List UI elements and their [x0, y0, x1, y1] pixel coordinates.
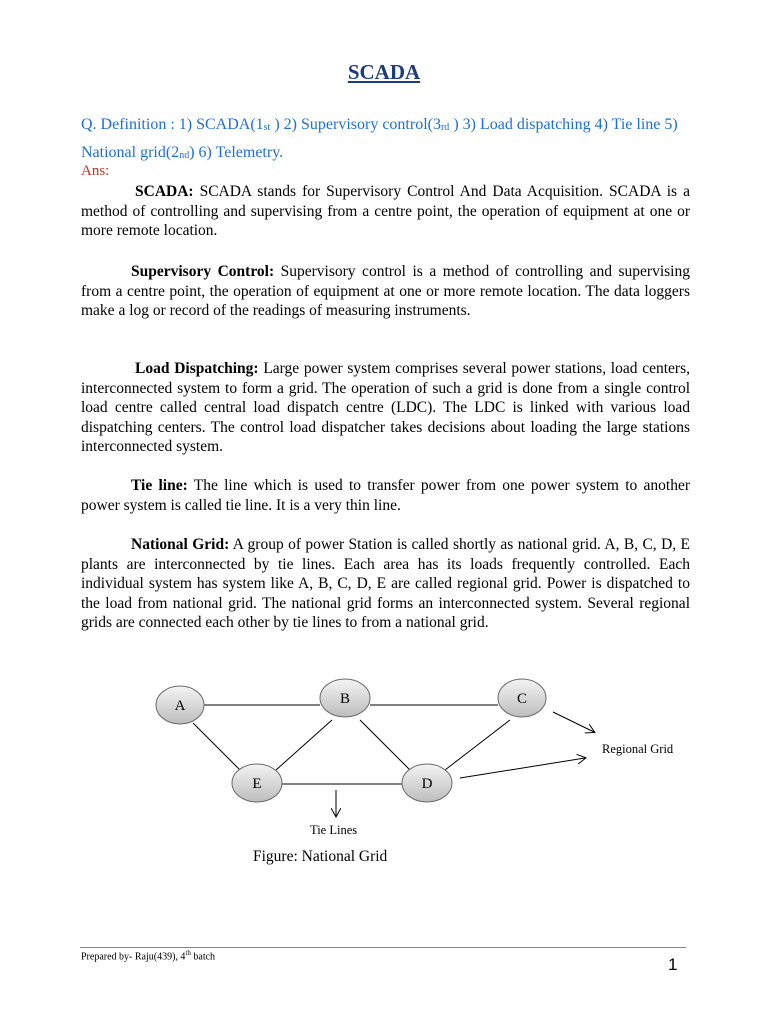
- arrow-c-regional: [553, 712, 594, 732]
- node-d-label: D: [421, 776, 433, 792]
- question-part-3: ) 3) Load dispatching 4) Tie line 5) National grid(2: [81, 116, 678, 161]
- question-part-2: ) 2) Supervisory control(3: [270, 116, 441, 133]
- question-part-1: Q. Definition : 1) SCADA(1: [81, 116, 264, 133]
- paragraph-supervisory-control: [81, 262, 690, 321]
- node-a-label: A: [174, 698, 186, 714]
- question-text: [81, 112, 696, 168]
- answer-label: Ans:: [81, 163, 110, 179]
- term-scada: SCADA:: [135, 183, 194, 200]
- node-b: [320, 679, 370, 717]
- question-sub-3: nd: [179, 150, 190, 161]
- footer-prefix: Prepared by- Raju(439), 4: [81, 951, 186, 963]
- node-a: [156, 686, 204, 724]
- text-supervisory-control: Supervisory control is a method of controlling and supervising from a centre point, the operation of equipment at one or more remote location. The data loggers make a log or record of the readings of measuring instruments.: [81, 263, 690, 319]
- node-c: [498, 679, 546, 717]
- footer-text: [81, 949, 215, 962]
- question-sub-1: st: [263, 122, 271, 133]
- text-scada: SCADA stands for Supervisory Control And Data Acquisition. SCADA is a method of controlling and supervising from a centre point, the operation of equipment at one or more remote location.: [81, 183, 690, 239]
- term-load-dispatching: Load Dispatching:: [135, 360, 259, 377]
- national-grid-diagram: [0, 660, 768, 850]
- footer-divider: [80, 947, 686, 948]
- node-c-label: C: [516, 691, 528, 707]
- footer-sup: th: [185, 949, 191, 957]
- tie-line-c-d: [445, 720, 510, 770]
- footer-suffix: batch: [190, 951, 216, 963]
- node-d: [402, 764, 452, 802]
- paragraph-national-grid: [81, 535, 690, 633]
- text-national-grid: A group of power Station is called shortly as national grid. A, B, C, D, E plants are interconnected by tie lines. Each area has its loads frequently controlled. Each individual system has system like A, B, C, D, E are called regional grid. Power is dispatched to the load from national grid. The national grid forms an interconnected system. Several regional grids are connected each other by tie lines to from a national grid.: [81, 536, 690, 631]
- page-number: 1: [668, 955, 678, 974]
- figure-caption: Figure: National Grid: [253, 848, 388, 865]
- page-title: SCADA: [347, 60, 421, 84]
- question-part-4: ) 6) Telemetry.: [189, 144, 284, 161]
- tie-line-b-d: [360, 720, 410, 770]
- node-e: [232, 764, 282, 802]
- node-b-label: B: [339, 691, 351, 707]
- paragraph-load-dispatching: [81, 359, 690, 457]
- arrow-d-regional: [460, 758, 585, 778]
- tie-lines-label: Tie Lines: [310, 823, 358, 837]
- term-tie-line: Tie line:: [131, 477, 188, 494]
- term-national-grid: National Grid:: [131, 536, 230, 553]
- regional-grid-label: Regional Grid: [602, 742, 674, 756]
- text-tie-line: The line which is used to transfer power from one power system to another power system is called tie line. It is a very thin line.: [81, 477, 690, 514]
- tie-line-b-e: [276, 720, 332, 770]
- text-load-dispatching: Large power system comprises several power stations, load centers, interconnected system to form a grid. The operation of such a grid is done from a single control load centre called central load dispatch centre (LDC). The LDC is linked with various load dispatching centers. The control load dispatcher takes decisions about loading the large stations interconnected system.: [81, 360, 690, 455]
- question-sub-2: rd: [440, 122, 450, 133]
- paragraph-tie-line: [81, 476, 690, 515]
- node-e-label: E: [252, 776, 262, 792]
- paragraph-scada: [81, 182, 690, 241]
- term-supervisory-control: Supervisory Control:: [131, 263, 275, 280]
- tie-line-a-e: [193, 723, 240, 770]
